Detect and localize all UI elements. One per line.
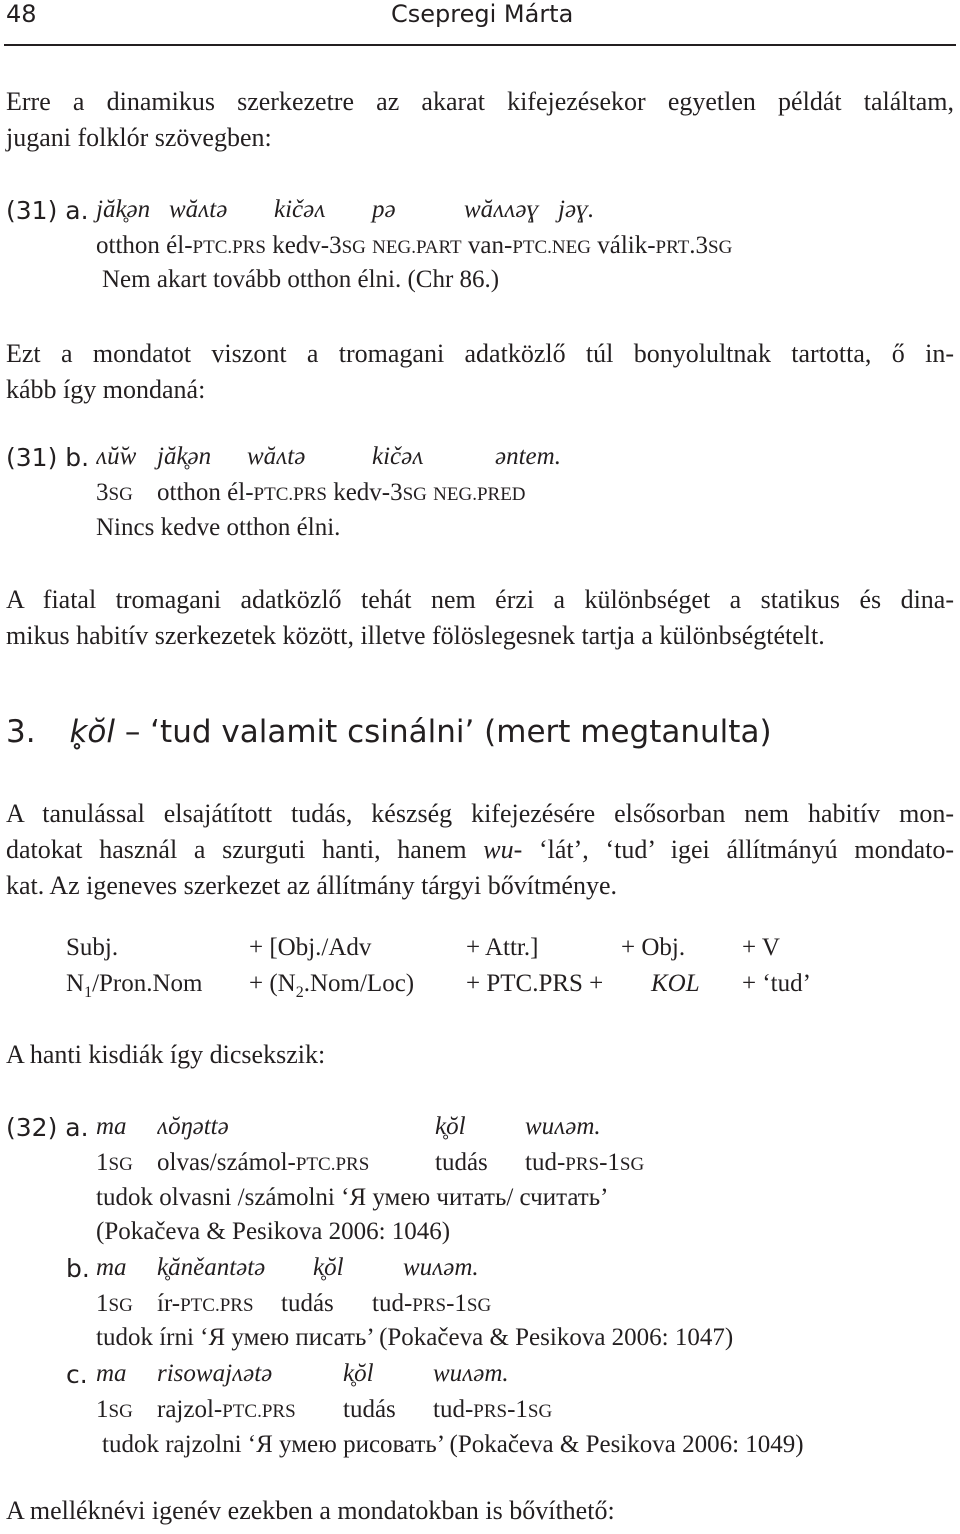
word: wuʌəm. (525, 1113, 601, 1140)
word: k̥ŏl (313, 1254, 344, 1281)
gloss-line: rajzol-PTC.PRS (157, 1396, 296, 1423)
gloss-line: otthon él-PTC.PRS kedv-3SG NEG.PRED (157, 479, 526, 506)
word: wăʌtə (169, 196, 228, 223)
gloss-line: 1SG (96, 1149, 133, 1176)
translation: Nem akart tovább otthon élni. (Chr 86.) (102, 266, 500, 293)
translation: tudok írni ‘Я умею писать’ (Pokačeva & Pesikova 2006: 1047) (96, 1324, 734, 1351)
word: k̥ŏl (435, 1113, 466, 1140)
word: jəɣ. (558, 196, 595, 223)
formula-cell: + PTC.PRS + (466, 970, 604, 997)
paragraph-line: A fiatal tromagani adatközlő tehát nem érzi a különbséget a statikus és dina- (6, 585, 954, 614)
gloss-line: tudás (343, 1396, 396, 1423)
translation: Nincs kedve otthon élni. (96, 514, 341, 541)
paragraph-conclusion (6, 582, 954, 654)
gloss-line: tudás (281, 1290, 334, 1317)
paragraph-line: jugani folklór szövegben: (6, 123, 272, 152)
example-number: (31) a. (6, 196, 89, 225)
word: kičəʌ (372, 443, 424, 470)
example-number: b. (66, 1254, 90, 1283)
word: risowajʌətə (157, 1360, 273, 1387)
header-rule (4, 44, 956, 46)
example-number: (31) b. (6, 443, 90, 472)
word: ʌŭ̆w (96, 443, 137, 470)
gloss-line: tud-PRS-1SG (433, 1396, 553, 1423)
translation: tudok olvasni /számolni ‘Я умею читать/ считать’ (96, 1184, 609, 1211)
gloss-line: ír-PTC.PRS (157, 1290, 254, 1317)
word: wăʌtə (247, 443, 306, 470)
formula-cell: + Attr.] (466, 934, 539, 961)
word: kičəʌ (274, 196, 326, 223)
section-title: – ‘tud valamit csinálni’ (mert megtanulta) (124, 714, 772, 750)
paragraph-final: A melléknévi igenév ezekben a mondatokban is bővíthető: (6, 1496, 615, 1525)
paragraph-line: kább így mondaná: (6, 375, 206, 404)
running-title: Csepregi Márta (391, 0, 574, 28)
formula-cell: KOL (651, 970, 700, 997)
formula-cell: $N_1/Pron.Nom$ (66, 970, 203, 1001)
gloss-line: tud-PRS-1SG (372, 1290, 492, 1317)
word: ma (96, 1254, 127, 1281)
word: wuʌəm. (403, 1254, 479, 1281)
example-number: (32) a. (6, 1113, 89, 1142)
word: ma (96, 1360, 127, 1387)
word: jăk̥ən (96, 196, 151, 223)
formula-cell: + [Obj./Adv (249, 934, 372, 961)
word: k̥ŏl (343, 1360, 374, 1387)
paragraph-line: Erre a dinamikus szerkezetre az akarat kifejezésekor egyetlen példát találtam, (6, 87, 954, 116)
paragraph-lead: A hanti kisdiák így dicsekszik: (6, 1040, 326, 1069)
word: wuʌəm. (433, 1360, 509, 1387)
gloss-line: tudás (435, 1149, 488, 1176)
formula-cell: Subj. (66, 934, 119, 961)
paragraph-comment (6, 336, 954, 408)
paragraph-line: mikus habitív szerkezetek között, illetve fölöslegesnek tartja a különbségtételt. (6, 621, 825, 650)
paragraph-line: A tanulással elsajátított tudás, készség kifejezésére elsősorban nem habitív mon- (6, 799, 954, 828)
page-number: 48 (6, 0, 37, 28)
word: əntem. (495, 443, 561, 470)
gloss-line: 1SG (96, 1290, 133, 1317)
formula-cell: + V (742, 934, 780, 961)
formula-cell: + ‘tud’ (742, 970, 811, 997)
paragraph-line: datokat használ a szurguti hanti, hanem wu- ‘lát’, ‘tud’ igei állítmányú mondato- (6, 835, 954, 864)
word: wăʌʌəɣ (464, 196, 539, 223)
word: k̥ăněantətə (157, 1254, 266, 1281)
formula-cell: + Obj. (621, 934, 686, 961)
paragraph-intro (6, 84, 954, 156)
word: ʌŏŋəttə (157, 1113, 229, 1140)
gloss-line: olvas/számol-PTC.PRS (157, 1149, 370, 1176)
word: jăk̥ən (157, 443, 212, 470)
gloss-line: 3SG (96, 479, 133, 506)
paragraph-section (6, 796, 954, 904)
paragraph-line: Ezt a mondatot viszont a tromagani adatközlő túl bonyolultnak tartotta, ő in- (6, 339, 954, 368)
gloss-line: tud-PRS-1SG (525, 1149, 645, 1176)
translation: tudok rajzolni ‘Я умею рисовать’ (Pokačeva & Pesikova 2006: 1049) (102, 1431, 804, 1458)
section-heading (6, 714, 772, 750)
section-number: 3. (6, 714, 36, 750)
paragraph-line: kat. Az igeneves szerkezet az állítmány tárgyi bővítménye. (6, 871, 618, 900)
formula-cell: + $(N_2.Nom/Loc)$ (249, 970, 415, 1001)
example-number: c. (66, 1360, 88, 1389)
word: pə (372, 196, 396, 223)
gloss-line: 1SG (96, 1396, 133, 1423)
section-term: k̥ŏl (69, 714, 115, 750)
word: ma (96, 1113, 127, 1140)
reference: (Pokačeva & Pesikova 2006: 1046) (96, 1218, 451, 1245)
gloss-line: otthon él-PTC.PRS kedv-3SG NEG.PART van-PTC.NEG válik-PRT.3SG (96, 232, 733, 259)
